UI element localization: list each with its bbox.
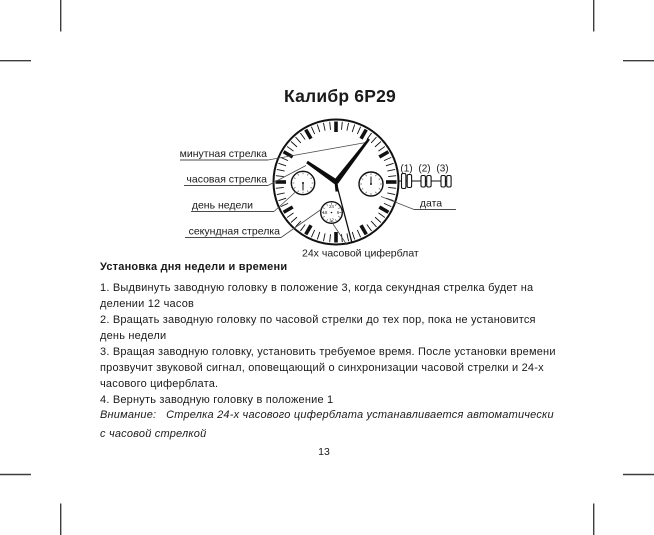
subdial-24h-right: 6 xyxy=(336,210,340,216)
text-line: делении 12 часов xyxy=(100,298,195,310)
crown-position-1 xyxy=(402,174,406,189)
text-line: день недели xyxy=(100,330,167,342)
subdial-date xyxy=(359,172,383,196)
label-day-of-week: день недели xyxy=(191,199,253,212)
instructions-body xyxy=(100,280,570,408)
page-number: 13 xyxy=(318,446,330,458)
hands-center-dot xyxy=(334,180,338,184)
subdial-24h-top: 24 xyxy=(329,204,334,209)
crown-position-3 xyxy=(441,176,445,188)
label-date: дата xyxy=(419,197,443,210)
subdial-24h-left: 18 xyxy=(322,210,328,216)
text-line: часового циферблата. xyxy=(100,378,219,390)
text-line: 1. Выдвинуть заводную головку в положение 3, когда секундная стрелка будет на xyxy=(100,282,534,294)
subdial-24h-bottom: 12 xyxy=(329,217,334,223)
page-title: Калибр 6Р29 xyxy=(284,86,396,106)
crown-position-3-label: (3) xyxy=(436,163,449,175)
label-minute-hand: минутная стрелка xyxy=(179,148,267,160)
crown xyxy=(399,164,452,189)
crown-position-2 xyxy=(421,176,425,188)
text-line: Внимание: Стрелка 24-х часового циферблата устанавливается автоматически xyxy=(100,409,554,421)
label-hour-hand: часовая стрелка xyxy=(186,173,267,186)
notice-section xyxy=(100,406,570,444)
subdial-day-of-week xyxy=(291,171,314,194)
text-line: 3. Вращая заводную головку, установить требуемое время. После установки времени xyxy=(100,346,556,358)
subdial-24h xyxy=(321,202,343,224)
label-second-hand: секундная стрелка xyxy=(188,225,280,238)
label-24h-dial: 24х часовой циферблат xyxy=(302,247,419,260)
instructions-heading: Установка дня недели и времени xyxy=(100,261,288,273)
text-line: прозвучит звуковой сигнал, оповещающий о синхронизации часовой стрелки и 24-х xyxy=(100,362,544,374)
text-line: 4. Вернуть заводную головку в положение 1 xyxy=(100,394,334,406)
text-line: 2. Вращать заводную головку по часовой стрелки до тех пор, пока не установится xyxy=(100,314,536,326)
instructions-section xyxy=(100,259,570,408)
text-line: с часовой стрелкой xyxy=(100,428,207,440)
crown-position-1-label: (1) xyxy=(400,163,413,175)
crown-position-2-label: (2) xyxy=(418,163,431,175)
